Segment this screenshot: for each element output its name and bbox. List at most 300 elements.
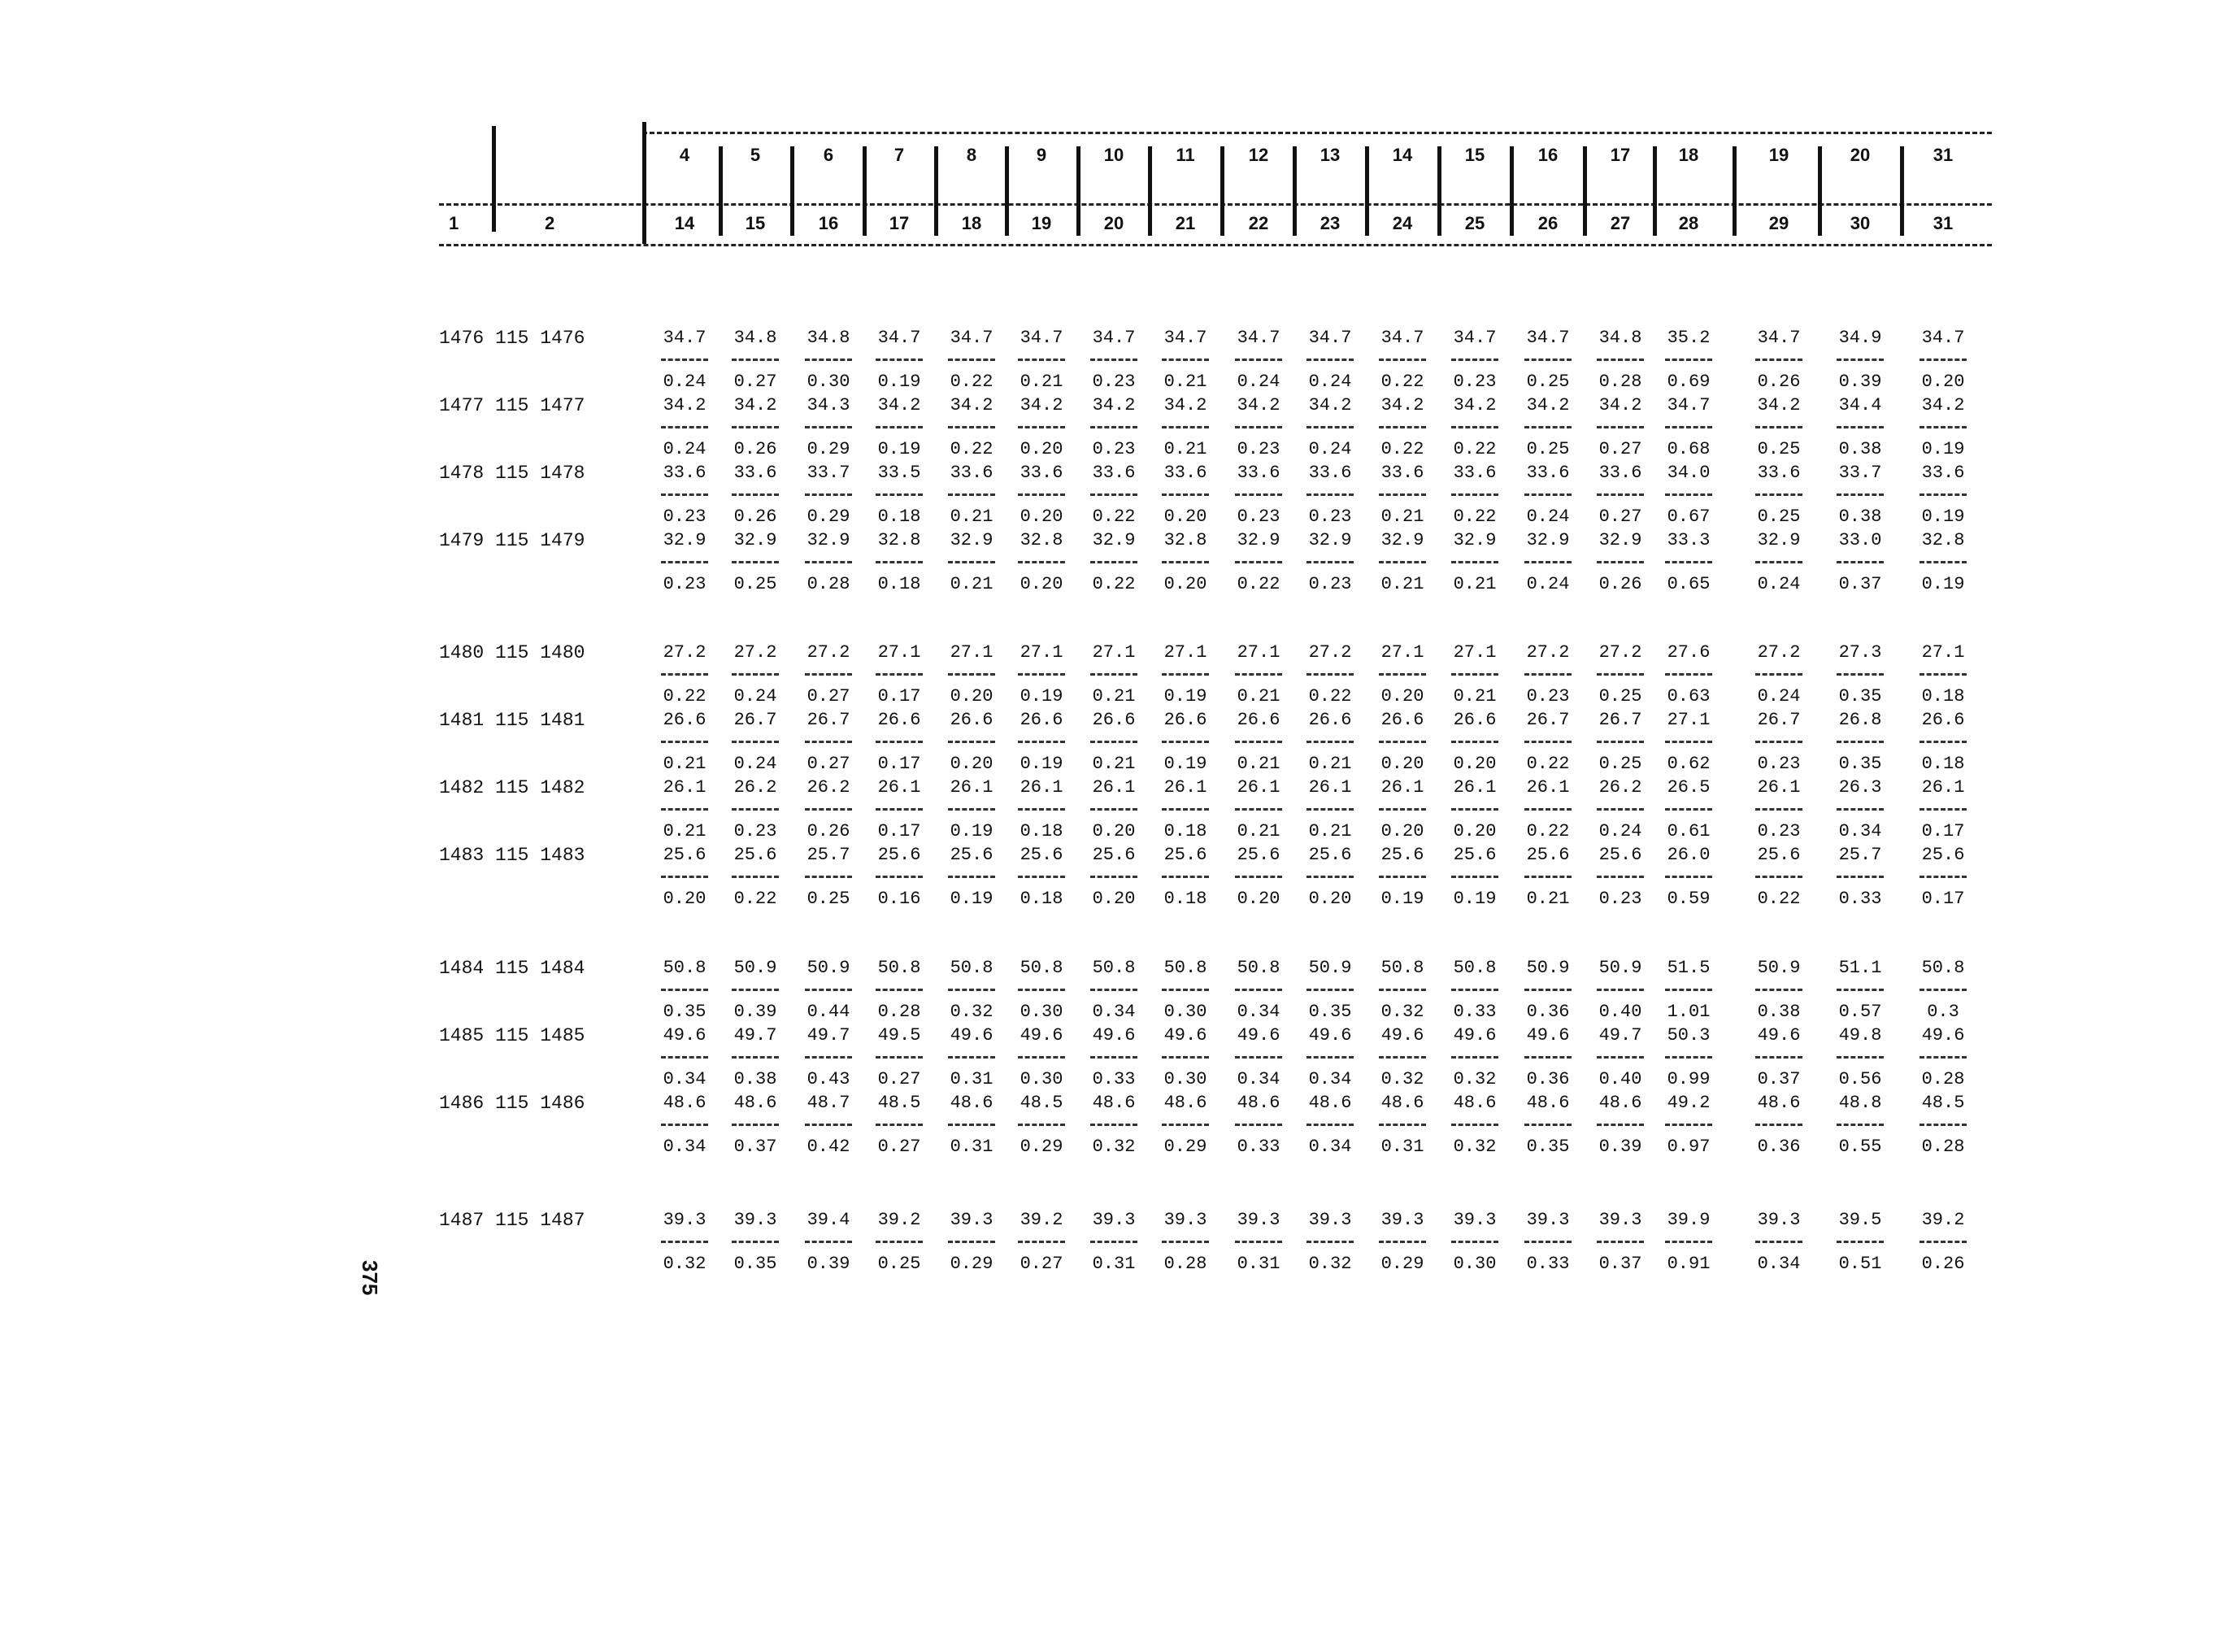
error-cell: 0.56 — [1838, 1069, 1882, 1089]
fraction-bar — [1755, 1241, 1802, 1243]
header-cell: 30 — [1850, 213, 1871, 233]
error-cell: 0.27 — [877, 1137, 921, 1157]
fraction-bar — [1451, 1056, 1498, 1059]
fraction-bar — [732, 561, 779, 563]
value-cell: 26.1 — [1380, 777, 1424, 798]
value-cell: 34.7 — [1453, 328, 1497, 348]
error-cell: 0.26 — [1921, 1254, 1965, 1274]
header-divider — [1653, 146, 1657, 236]
fraction-bar — [1018, 989, 1065, 991]
value-cell: 49.6 — [1757, 1025, 1801, 1046]
value-cell: 26.7 — [1598, 710, 1642, 730]
error-cell: 0.34 — [1308, 1069, 1352, 1089]
fraction-bar — [1306, 359, 1354, 361]
fraction-bar — [1665, 493, 1712, 496]
header-divider — [719, 146, 723, 236]
row-label: 1486 115 1486 — [439, 1093, 585, 1114]
error-cell: 0.26 — [1598, 574, 1642, 594]
fraction-bar — [1920, 426, 1967, 428]
fraction-bar — [732, 673, 779, 676]
error-cell: 0.31 — [950, 1137, 993, 1157]
error-cell: 0.38 — [733, 1069, 777, 1089]
fraction-bar — [1920, 876, 1967, 878]
value-cell: 33.3 — [1667, 530, 1711, 550]
error-cell: 0.21 — [663, 754, 707, 774]
fraction-bar — [1920, 359, 1967, 361]
error-cell: 0.97 — [1667, 1137, 1711, 1157]
fraction-bar — [732, 1124, 779, 1126]
value-cell: 25.6 — [1453, 845, 1497, 865]
value-cell: 26.7 — [1526, 710, 1570, 730]
header-cell: 14 — [1392, 145, 1413, 165]
value-cell: 26.1 — [950, 777, 993, 798]
fraction-bar — [1451, 561, 1498, 563]
fraction-bar — [876, 876, 923, 878]
header-cell: 11 — [1176, 145, 1195, 165]
error-cell: 0.20 — [1453, 821, 1497, 841]
value-cell: 34.2 — [1020, 395, 1063, 415]
fraction-bar — [1524, 989, 1572, 991]
error-cell: 0.21 — [1380, 574, 1424, 594]
error-cell: 0.24 — [1757, 686, 1801, 706]
error-cell: 0.57 — [1838, 1002, 1882, 1022]
row-label: 1482 115 1482 — [439, 777, 585, 798]
fraction-bar — [1090, 1124, 1137, 1126]
error-cell: 0.30 — [1020, 1002, 1063, 1022]
value-cell: 34.8 — [807, 328, 850, 348]
value-cell: 25.6 — [1380, 845, 1424, 865]
error-cell: 0.20 — [1020, 574, 1063, 594]
fraction-bar — [661, 493, 708, 496]
fraction-bar — [1451, 1124, 1498, 1126]
fraction-bar — [1597, 493, 1644, 496]
value-cell: 27.1 — [877, 642, 921, 663]
fraction-bar — [1920, 673, 1967, 676]
value-cell: 49.6 — [1237, 1025, 1280, 1046]
error-cell: 0.21 — [1308, 754, 1352, 774]
value-cell: 49.7 — [1598, 1025, 1642, 1046]
fraction-bar — [1235, 876, 1282, 878]
error-cell: 0.23 — [1237, 439, 1280, 459]
value-cell: 26.5 — [1667, 777, 1711, 798]
value-cell: 39.3 — [733, 1210, 777, 1230]
fraction-bar — [1920, 561, 1967, 563]
fraction-bar — [1379, 1056, 1426, 1059]
error-cell: 0.27 — [1020, 1254, 1063, 1274]
value-cell: 26.1 — [1163, 777, 1207, 798]
fraction-bar — [1837, 561, 1884, 563]
error-cell: 0.38 — [1757, 1002, 1801, 1022]
fraction-bar — [1162, 876, 1209, 878]
value-cell: 49.6 — [950, 1025, 993, 1046]
fraction-bar — [1597, 1241, 1644, 1243]
row-label: 1477 115 1477 — [439, 395, 585, 416]
error-cell: 0.27 — [877, 1069, 921, 1089]
fraction-bar — [1235, 673, 1282, 676]
value-cell: 26.7 — [733, 710, 777, 730]
fraction-bar — [661, 876, 708, 878]
error-cell: 0.23 — [1453, 372, 1497, 392]
fraction-bar — [876, 359, 923, 361]
value-cell: 27.2 — [663, 642, 707, 663]
error-cell: 0.62 — [1667, 754, 1711, 774]
value-cell: 50.8 — [1453, 958, 1497, 978]
value-cell: 49.6 — [1453, 1025, 1497, 1046]
value-cell: 26.6 — [1921, 710, 1965, 730]
error-cell: 0.20 — [1163, 574, 1207, 594]
value-cell: 25.6 — [1598, 845, 1642, 865]
error-cell: 0.44 — [807, 1002, 850, 1022]
fraction-bar — [1920, 741, 1967, 743]
value-cell: 25.6 — [1092, 845, 1136, 865]
value-cell: 33.5 — [877, 463, 921, 483]
fraction-bar — [1837, 989, 1884, 991]
value-cell: 48.6 — [1453, 1093, 1497, 1113]
fraction-bar — [1837, 1241, 1884, 1243]
error-cell: 0.30 — [807, 372, 850, 392]
error-cell: 0.25 — [1757, 506, 1801, 527]
error-cell: 0.18 — [1163, 821, 1207, 841]
fraction-bar — [1018, 359, 1065, 361]
error-cell: 0.31 — [1092, 1254, 1136, 1274]
fraction-bar — [1162, 1124, 1209, 1126]
error-cell: 0.30 — [1453, 1254, 1497, 1274]
error-cell: 0.68 — [1667, 439, 1711, 459]
fraction-bar — [1837, 673, 1884, 676]
error-cell: 0.20 — [1092, 821, 1136, 841]
fraction-bar — [1379, 426, 1426, 428]
fraction-bar — [1306, 741, 1354, 743]
error-cell: 0.19 — [1921, 439, 1965, 459]
error-cell: 0.30 — [1020, 1069, 1063, 1089]
error-cell: 0.21 — [1163, 439, 1207, 459]
value-cell: 49.6 — [663, 1025, 707, 1046]
value-cell: 25.6 — [663, 845, 707, 865]
fraction-bar — [805, 808, 852, 811]
header-cell: 20 — [1850, 145, 1871, 165]
error-cell: 0.20 — [1380, 686, 1424, 706]
value-cell: 33.6 — [663, 463, 707, 483]
fraction-bar — [1665, 426, 1712, 428]
fraction-bar — [1451, 1241, 1498, 1243]
fraction-bar — [1524, 426, 1572, 428]
error-cell: 0.32 — [1092, 1137, 1136, 1157]
fraction-bar — [1524, 876, 1572, 878]
fraction-bar — [732, 1241, 779, 1243]
fraction-bar — [1306, 426, 1354, 428]
fraction-bar — [1665, 741, 1712, 743]
value-cell: 32.9 — [1453, 530, 1497, 550]
value-cell: 39.2 — [877, 1210, 921, 1230]
fraction-bar — [876, 1241, 923, 1243]
fraction-bar — [1306, 989, 1354, 991]
error-cell: 0.30 — [1163, 1069, 1207, 1089]
fraction-bar — [1755, 741, 1802, 743]
value-cell: 26.1 — [663, 777, 707, 798]
error-cell: 0.19 — [1163, 754, 1207, 774]
value-cell: 34.7 — [1526, 328, 1570, 348]
error-cell: 0.23 — [1757, 754, 1801, 774]
value-cell: 26.7 — [807, 710, 850, 730]
error-cell: 0.20 — [1163, 506, 1207, 527]
fraction-bar — [876, 989, 923, 991]
error-cell: 0.20 — [1453, 754, 1497, 774]
error-cell: 0.19 — [950, 821, 993, 841]
fraction-bar — [948, 1056, 995, 1059]
error-cell: 0.20 — [1237, 889, 1280, 909]
fraction-bar — [1665, 673, 1712, 676]
header-cell: 18 — [1678, 145, 1699, 165]
header-cell: 16 — [1537, 145, 1559, 165]
error-cell: 0.35 — [663, 1002, 707, 1022]
value-cell: 39.3 — [1598, 1210, 1642, 1230]
value-cell: 26.6 — [1092, 710, 1136, 730]
value-cell: 48.7 — [807, 1093, 850, 1113]
fraction-bar — [1306, 808, 1354, 811]
error-cell: 0.28 — [807, 574, 850, 594]
error-cell: 0.21 — [1308, 821, 1352, 841]
value-cell: 33.6 — [950, 463, 993, 483]
error-cell: 0.35 — [1308, 1002, 1352, 1022]
fraction-bar — [1524, 561, 1572, 563]
header-cell: 19 — [1768, 145, 1789, 165]
error-cell: 0.22 — [950, 372, 993, 392]
value-cell: 48.6 — [1237, 1093, 1280, 1113]
value-cell: 33.6 — [1453, 463, 1497, 483]
fraction-bar — [1018, 673, 1065, 676]
fraction-bar — [876, 1124, 923, 1126]
header-bottom-rule — [439, 244, 1992, 246]
header-cell: 20 — [1103, 213, 1124, 233]
value-cell: 32.8 — [877, 530, 921, 550]
error-cell: 0.91 — [1667, 1254, 1711, 1274]
value-cell: 27.1 — [950, 642, 993, 663]
error-cell: 0.25 — [807, 889, 850, 909]
fraction-bar — [1597, 673, 1644, 676]
header-cell: 17 — [889, 213, 910, 233]
header-cell: 31 — [1933, 213, 1954, 233]
error-cell: 0.36 — [1757, 1137, 1801, 1157]
error-cell: 0.26 — [733, 506, 777, 527]
value-cell: 34.7 — [950, 328, 993, 348]
fraction-bar — [1018, 1241, 1065, 1243]
error-cell: 0.23 — [1092, 439, 1136, 459]
value-cell: 34.2 — [1380, 395, 1424, 415]
error-cell: 0.29 — [807, 439, 850, 459]
value-cell: 26.1 — [1308, 777, 1352, 798]
fraction-bar — [1524, 359, 1572, 361]
row-label: 1480 115 1480 — [439, 642, 585, 663]
error-cell: 0.19 — [1921, 506, 1965, 527]
fraction-bar — [1755, 673, 1802, 676]
error-cell: 0.23 — [1757, 821, 1801, 841]
value-cell: 25.7 — [807, 845, 850, 865]
fraction-bar — [948, 808, 995, 811]
error-cell: 0.23 — [733, 821, 777, 841]
fraction-bar — [1235, 426, 1282, 428]
header-divider — [1365, 146, 1369, 236]
value-cell: 34.7 — [1092, 328, 1136, 348]
value-cell: 34.2 — [1237, 395, 1280, 415]
value-cell: 26.2 — [1598, 777, 1642, 798]
error-cell: 0.18 — [877, 574, 921, 594]
error-cell: 0.28 — [1921, 1137, 1965, 1157]
fraction-bar — [661, 741, 708, 743]
row-label: 1485 115 1485 — [439, 1025, 585, 1046]
value-cell: 39.3 — [1308, 1210, 1352, 1230]
fraction-bar — [1755, 493, 1802, 496]
fraction-bar — [1597, 561, 1644, 563]
fraction-bar — [1920, 1124, 1967, 1126]
value-cell: 34.7 — [1308, 328, 1352, 348]
value-cell: 50.9 — [807, 958, 850, 978]
fraction-bar — [1379, 493, 1426, 496]
error-cell: 0.20 — [1380, 754, 1424, 774]
value-cell: 26.1 — [1921, 777, 1965, 798]
fraction-bar — [1451, 493, 1498, 496]
header-cell: 31 — [1933, 145, 1954, 165]
fraction-bar — [1090, 808, 1137, 811]
error-cell: 0.24 — [733, 686, 777, 706]
value-cell: 34.2 — [1092, 395, 1136, 415]
header-divider — [790, 146, 794, 236]
error-cell: 0.32 — [950, 1002, 993, 1022]
error-cell: 0.28 — [1598, 372, 1642, 392]
fraction-bar — [661, 673, 708, 676]
fraction-bar — [1090, 1241, 1137, 1243]
header-divider — [1437, 146, 1441, 236]
value-cell: 39.3 — [1380, 1210, 1424, 1230]
value-cell: 25.6 — [1757, 845, 1801, 865]
fraction-bar — [1837, 1124, 1884, 1126]
fraction-bar — [1018, 493, 1065, 496]
error-cell: 0.21 — [1453, 686, 1497, 706]
value-cell: 34.2 — [950, 395, 993, 415]
fraction-bar — [876, 493, 923, 496]
value-cell: 49.6 — [1526, 1025, 1570, 1046]
error-cell: 0.30 — [1163, 1002, 1207, 1022]
error-cell: 0.43 — [807, 1069, 850, 1089]
value-cell: 33.7 — [807, 463, 850, 483]
fraction-bar — [1755, 989, 1802, 991]
fraction-bar — [732, 493, 779, 496]
fraction-bar — [1162, 493, 1209, 496]
error-cell: 0.34 — [663, 1069, 707, 1089]
header-cell: 4 — [679, 145, 690, 165]
error-cell: 0.24 — [1308, 372, 1352, 392]
value-cell: 26.1 — [1453, 777, 1497, 798]
header-divider — [1583, 146, 1587, 236]
error-cell: 0.51 — [1838, 1254, 1882, 1274]
value-cell: 50.9 — [1598, 958, 1642, 978]
fraction-bar — [732, 808, 779, 811]
error-cell: 0.23 — [663, 574, 707, 594]
error-cell: 0.22 — [1453, 439, 1497, 459]
error-cell: 0.29 — [950, 1254, 993, 1274]
value-cell: 34.2 — [733, 395, 777, 415]
fraction-bar — [1235, 989, 1282, 991]
value-cell: 48.6 — [1380, 1093, 1424, 1113]
fraction-bar — [876, 426, 923, 428]
header-cell: 17 — [1610, 145, 1631, 165]
fraction-bar — [1755, 1124, 1802, 1126]
value-cell: 26.6 — [1453, 710, 1497, 730]
fraction-bar — [876, 741, 923, 743]
fraction-bar — [1597, 1056, 1644, 1059]
value-cell: 33.6 — [1163, 463, 1207, 483]
fraction-bar — [1306, 1124, 1354, 1126]
error-cell: 0.28 — [1921, 1069, 1965, 1089]
error-cell: 0.18 — [1921, 686, 1965, 706]
fraction-bar — [1235, 493, 1282, 496]
error-cell: 0.39 — [733, 1002, 777, 1022]
header-cell: 19 — [1031, 213, 1052, 233]
fraction-bar — [1597, 808, 1644, 811]
value-cell: 34.2 — [1308, 395, 1352, 415]
fraction-bar — [805, 673, 852, 676]
row-label: 1479 115 1479 — [439, 530, 585, 551]
error-cell: 0.18 — [1020, 889, 1063, 909]
error-cell: 0.29 — [807, 506, 850, 527]
error-cell: 0.21 — [663, 821, 707, 841]
header-cell: 12 — [1248, 145, 1269, 165]
value-cell: 26.6 — [1237, 710, 1280, 730]
value-cell: 34.7 — [1380, 328, 1424, 348]
value-cell: 26.8 — [1838, 710, 1882, 730]
fraction-bar — [1597, 426, 1644, 428]
error-cell: 0.19 — [1453, 889, 1497, 909]
error-cell: 0.21 — [1163, 372, 1207, 392]
fraction-bar — [1837, 359, 1884, 361]
row-label: 1481 115 1481 — [439, 710, 585, 731]
error-cell: 0.63 — [1667, 686, 1711, 706]
error-cell: 0.22 — [1237, 574, 1280, 594]
value-cell: 48.6 — [1757, 1093, 1801, 1113]
value-cell: 48.6 — [1308, 1093, 1352, 1113]
header-cell: 24 — [1392, 213, 1413, 233]
error-cell: 0.24 — [1526, 574, 1570, 594]
fraction-bar — [1755, 876, 1802, 878]
error-cell: 0.40 — [1598, 1002, 1642, 1022]
value-cell: 39.4 — [807, 1210, 850, 1230]
value-cell: 48.6 — [1163, 1093, 1207, 1113]
value-cell: 50.8 — [1163, 958, 1207, 978]
value-cell: 48.6 — [1526, 1093, 1570, 1113]
fraction-bar — [1451, 673, 1498, 676]
fraction-bar — [661, 359, 708, 361]
value-cell: 32.9 — [1092, 530, 1136, 550]
value-cell: 32.9 — [663, 530, 707, 550]
error-cell: 0.38 — [1838, 506, 1882, 527]
fraction-bar — [1451, 359, 1498, 361]
fraction-bar — [1597, 989, 1644, 991]
value-cell: 34.8 — [733, 328, 777, 348]
error-cell: 0.32 — [663, 1254, 707, 1274]
error-cell: 0.21 — [1380, 506, 1424, 527]
error-cell: 0.16 — [877, 889, 921, 909]
fraction-bar — [1920, 493, 1967, 496]
error-cell: 0.34 — [1237, 1069, 1280, 1089]
value-cell: 34.3 — [807, 395, 850, 415]
value-cell: 25.6 — [1020, 845, 1063, 865]
value-cell: 34.2 — [663, 395, 707, 415]
error-cell: 0.19 — [1020, 754, 1063, 774]
error-cell: 1.01 — [1667, 1002, 1711, 1022]
error-cell: 0.26 — [1757, 372, 1801, 392]
fraction-bar — [1755, 359, 1802, 361]
header-top-rule — [642, 132, 1992, 134]
value-cell: 33.0 — [1838, 530, 1882, 550]
